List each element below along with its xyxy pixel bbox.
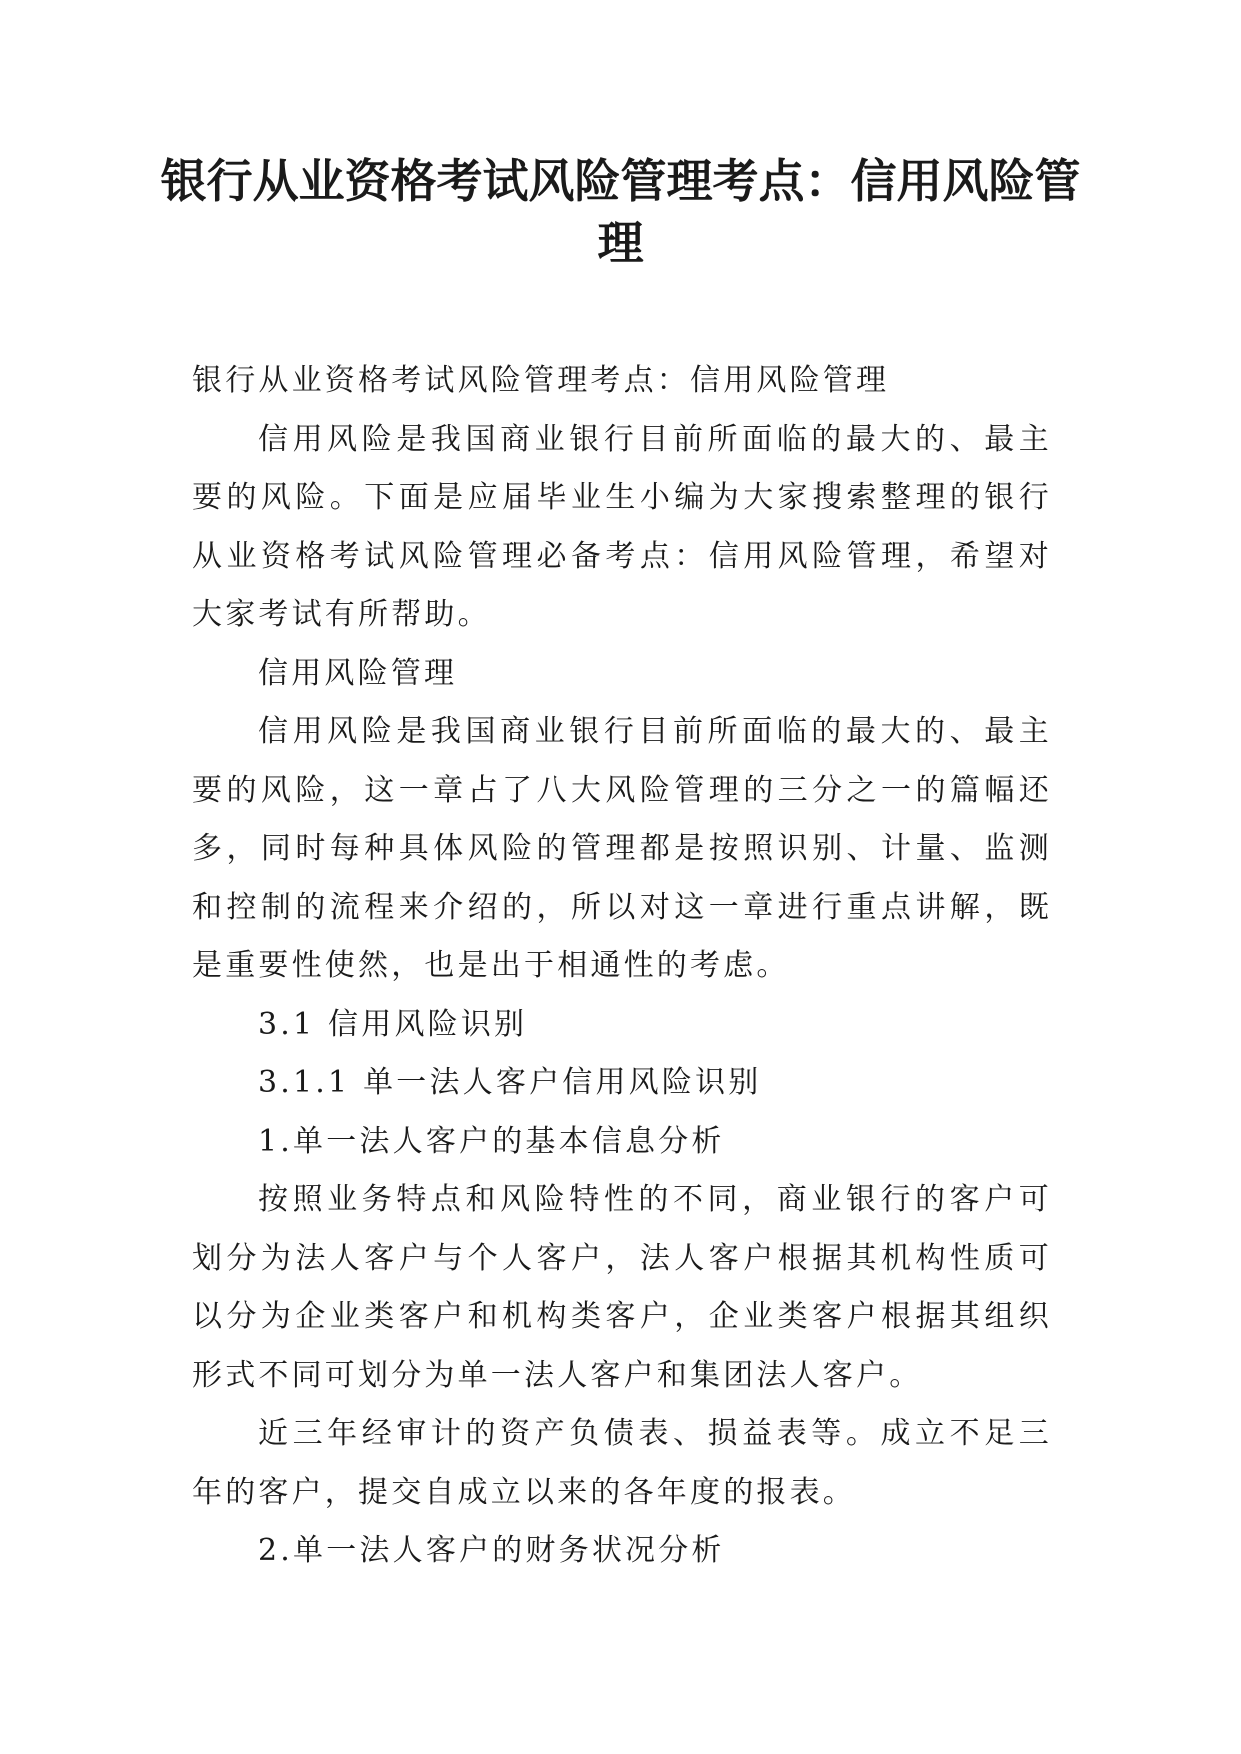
paragraph: 按照业务特点和风险特性的不同，商业银行的客户可划分为法人客户与个人客户，法人客户根据其机构性质可以分为企业类客户和机构类客户，企业类客户根据其组织形式不同可划分为单一法人客户和集团法人客户。 bbox=[192, 1182, 1052, 1393]
paragraph: 近三年经审计的资产负债表、损益表等。成立不足三年的客户，提交自成立以来的各年度的报表。 bbox=[192, 1416, 1052, 1510]
section-heading: 信用风险管理 bbox=[258, 655, 458, 691]
document-title: 银行从业资格考试风险管理考点：信用风险管理 bbox=[160, 154, 1081, 270]
section-heading: 3.1 信用风险识别 bbox=[258, 1006, 528, 1042]
document-body bbox=[192, 352, 1052, 1581]
section-heading: 2.单一法人客户的财务状况分析 bbox=[258, 1533, 725, 1568]
paragraph: 银行从业资格考试风险管理考点：信用风险管理 bbox=[192, 363, 890, 398]
section-heading: 1.单一法人客户的基本信息分析 bbox=[258, 1123, 725, 1159]
paragraph: 信用风险是我国商业银行目前所面临的最大的、最主要的风险，这一章占了八大风险管理的三分之一的篇幅还多，同时每种具体风险的管理都是按照识别、计量、监测和控制的流程来介绍的，所以对这一章进行重点讲解，既是重要性使然，也是出于相通性的考虑。 bbox=[192, 714, 1052, 983]
section-heading: 3.1.1 单一法人客户信用风险识别 bbox=[258, 1065, 762, 1100]
paragraph: 信用风险是我国商业银行目前所面临的最大的、最主要的风险。下面是应届毕业生小编为大家搜索整理的银行从业资格考试风险管理必备考点：信用风险管理，希望对大家考试有所帮助。 bbox=[192, 421, 1052, 632]
